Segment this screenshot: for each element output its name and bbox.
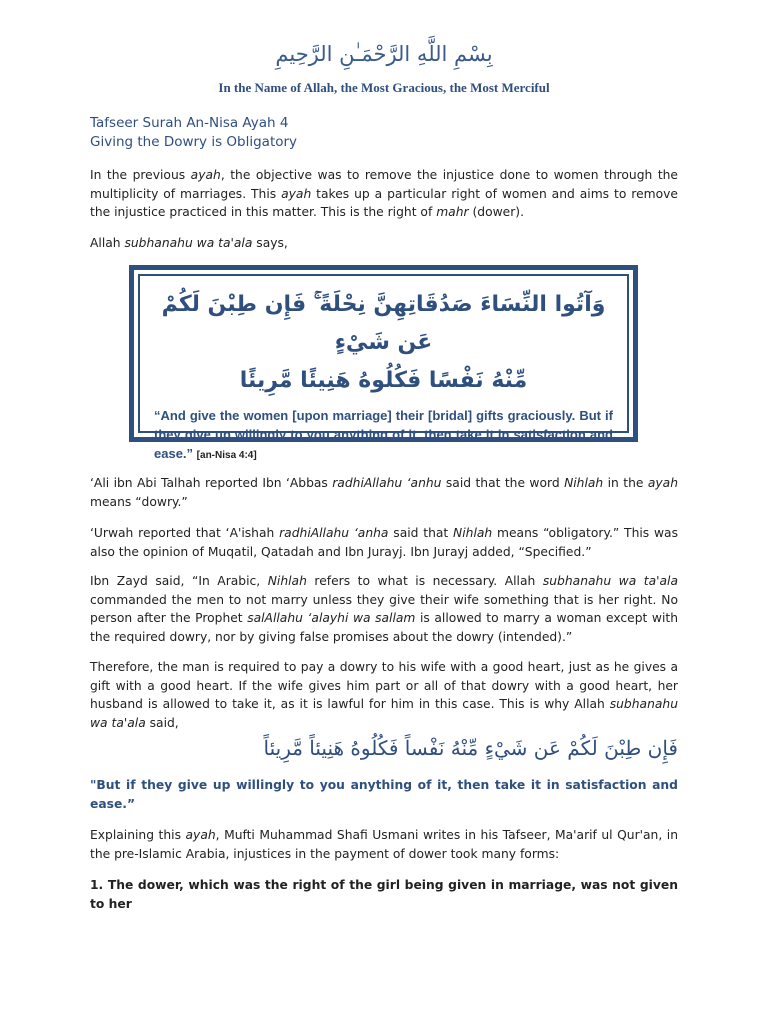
ayah-quote-inner xyxy=(134,270,633,461)
allah-says-paragraph xyxy=(90,234,678,253)
text: commanded the men to not marry unless they give their wife something that is her right. No person after the Prophet xyxy=(90,592,678,626)
italic-term: ayah xyxy=(185,828,216,842)
text: refers to what is necessary. Allah xyxy=(306,574,543,588)
text: is allowed to marry a woman except with the required dowry, nor by giving false promises about the dowry (intended).” xyxy=(90,611,679,644)
text: in the xyxy=(603,476,648,490)
text: In the previous xyxy=(90,168,191,182)
article-title xyxy=(90,114,680,152)
paragraph-explaining xyxy=(90,826,678,863)
text: Allah xyxy=(90,236,125,250)
text: , Mufti Muhammad Shafi Usmani writes in his Tafseer, Ma'arif ul Qur'an, in the pre-Islamic Arabia, injustices in the payment of dower took many forms: xyxy=(90,828,678,861)
italic-term: radhiAllahu ‘anhu xyxy=(332,476,442,490)
bismillah-heading: بِسْمِ اللَّهِ الرَّحْمَـٰنِ الرَّحِيمِ xyxy=(275,42,493,66)
italic-term: Nihlah xyxy=(453,526,493,540)
paragraph-ibn-abbas xyxy=(90,474,678,511)
text: Therefore, the man is required to pay a dowry to his wife with a good heart, just as he gives a gift with a good heart. If the wife gives him part or all of that dowry with a good heart, her husband is allowed to take it, as it is lawful for him in this case. This is why Allah xyxy=(90,660,678,712)
text: , the objective was to remove the injustice done to women through the multiplicity of marriages. This xyxy=(90,168,678,201)
text: says, xyxy=(252,236,288,250)
numbered-point-1: 1. The dower, which was the right of the girl being given in marriage, was not given to her xyxy=(90,878,678,911)
title-line-1: Tafseer Surah An-Nisa Ayah 4 xyxy=(90,115,289,131)
text: said that the word xyxy=(441,476,565,490)
text: said, xyxy=(145,715,179,730)
italic-term: subhanahu wa ta'ala xyxy=(124,236,253,250)
text: (dower). xyxy=(468,205,524,220)
italic-term: ayah xyxy=(281,186,312,201)
text: means “obligatory.” This was also the opinion of Muqatil, Qatadah and Ibn Jurayj. Ibn Jurayj added, “Specified.” xyxy=(90,526,678,559)
paragraph-ibn-zayd xyxy=(90,572,678,646)
italic-term: salAllahu ‘alayhi wa sallam xyxy=(247,611,416,626)
quote-reference: [an-Nisa 4:4] xyxy=(196,450,257,461)
text: takes up a particular right of women and aims to remove the injustice practiced in this matter. This is the right of xyxy=(90,186,678,220)
italic-term: mahr xyxy=(436,205,469,220)
ayah-translation: "But if they give up willingly to you anything of it, then take it in satisfaction and ease.” xyxy=(90,778,678,811)
intro-paragraph xyxy=(90,166,678,222)
ayah-arabic-excerpt: فَإِن طِبْنَ لَكُمْ عَن شَيْءٍ مِّنْهُ نَفْساً فَكُلُوهُ هَنِيئاً مَّرِيئاً xyxy=(263,736,678,760)
italic-term: ayah xyxy=(190,168,221,182)
paragraph-therefore xyxy=(90,658,678,732)
text: Ibn Zayd said, “In Arabic, xyxy=(90,574,268,588)
paragraph-urwah xyxy=(90,524,678,561)
text: ‘Urwah reported that ‘A'ishah xyxy=(90,526,280,540)
bismillah-translation: In the Name of Allah, the Most Gracious, the Most Merciful xyxy=(218,80,550,95)
italic-term: Nihlah xyxy=(267,574,307,588)
italic-term: ayah xyxy=(647,476,678,490)
italic-term: subhanahu wa ta'ala xyxy=(542,574,679,588)
ayah-quote-frame xyxy=(129,265,638,461)
title-line-2: Giving the Dowry is Obligatory xyxy=(90,134,298,150)
quote-english-translation xyxy=(154,406,613,465)
quote-arabic-line-2: مِّنْهُ نَفْسًا فَكُلُوهُ هَنِيئًا مَّرِيئًا xyxy=(239,368,528,393)
text: ‘Ali ibn Abi Talhah reported Ibn ‘Abbas xyxy=(90,476,333,490)
italic-term: Nihlah xyxy=(564,476,604,490)
italic-term: subhanahu wa ta'ala xyxy=(90,697,678,730)
text: “And give the women [upon marriage] their [bridal] gifts graciously. But if they give up willingly to you anything of it, then take it in satisfaction and ease.” xyxy=(154,408,613,461)
text: said that xyxy=(388,526,454,540)
text: means “dowry.” xyxy=(90,494,188,509)
text: Explaining this xyxy=(90,828,186,842)
quote-arabic-line-1: وَآتُوا النِّسَاءَ صَدُقَاتِهِنَّ نِحْلَةً ۚ فَإِن طِبْنَ لَكُمْ عَن شَيْءٍ xyxy=(161,292,606,355)
italic-term: radhiAllahu ‘anha xyxy=(279,526,389,540)
ayah-quote-box xyxy=(138,274,629,461)
